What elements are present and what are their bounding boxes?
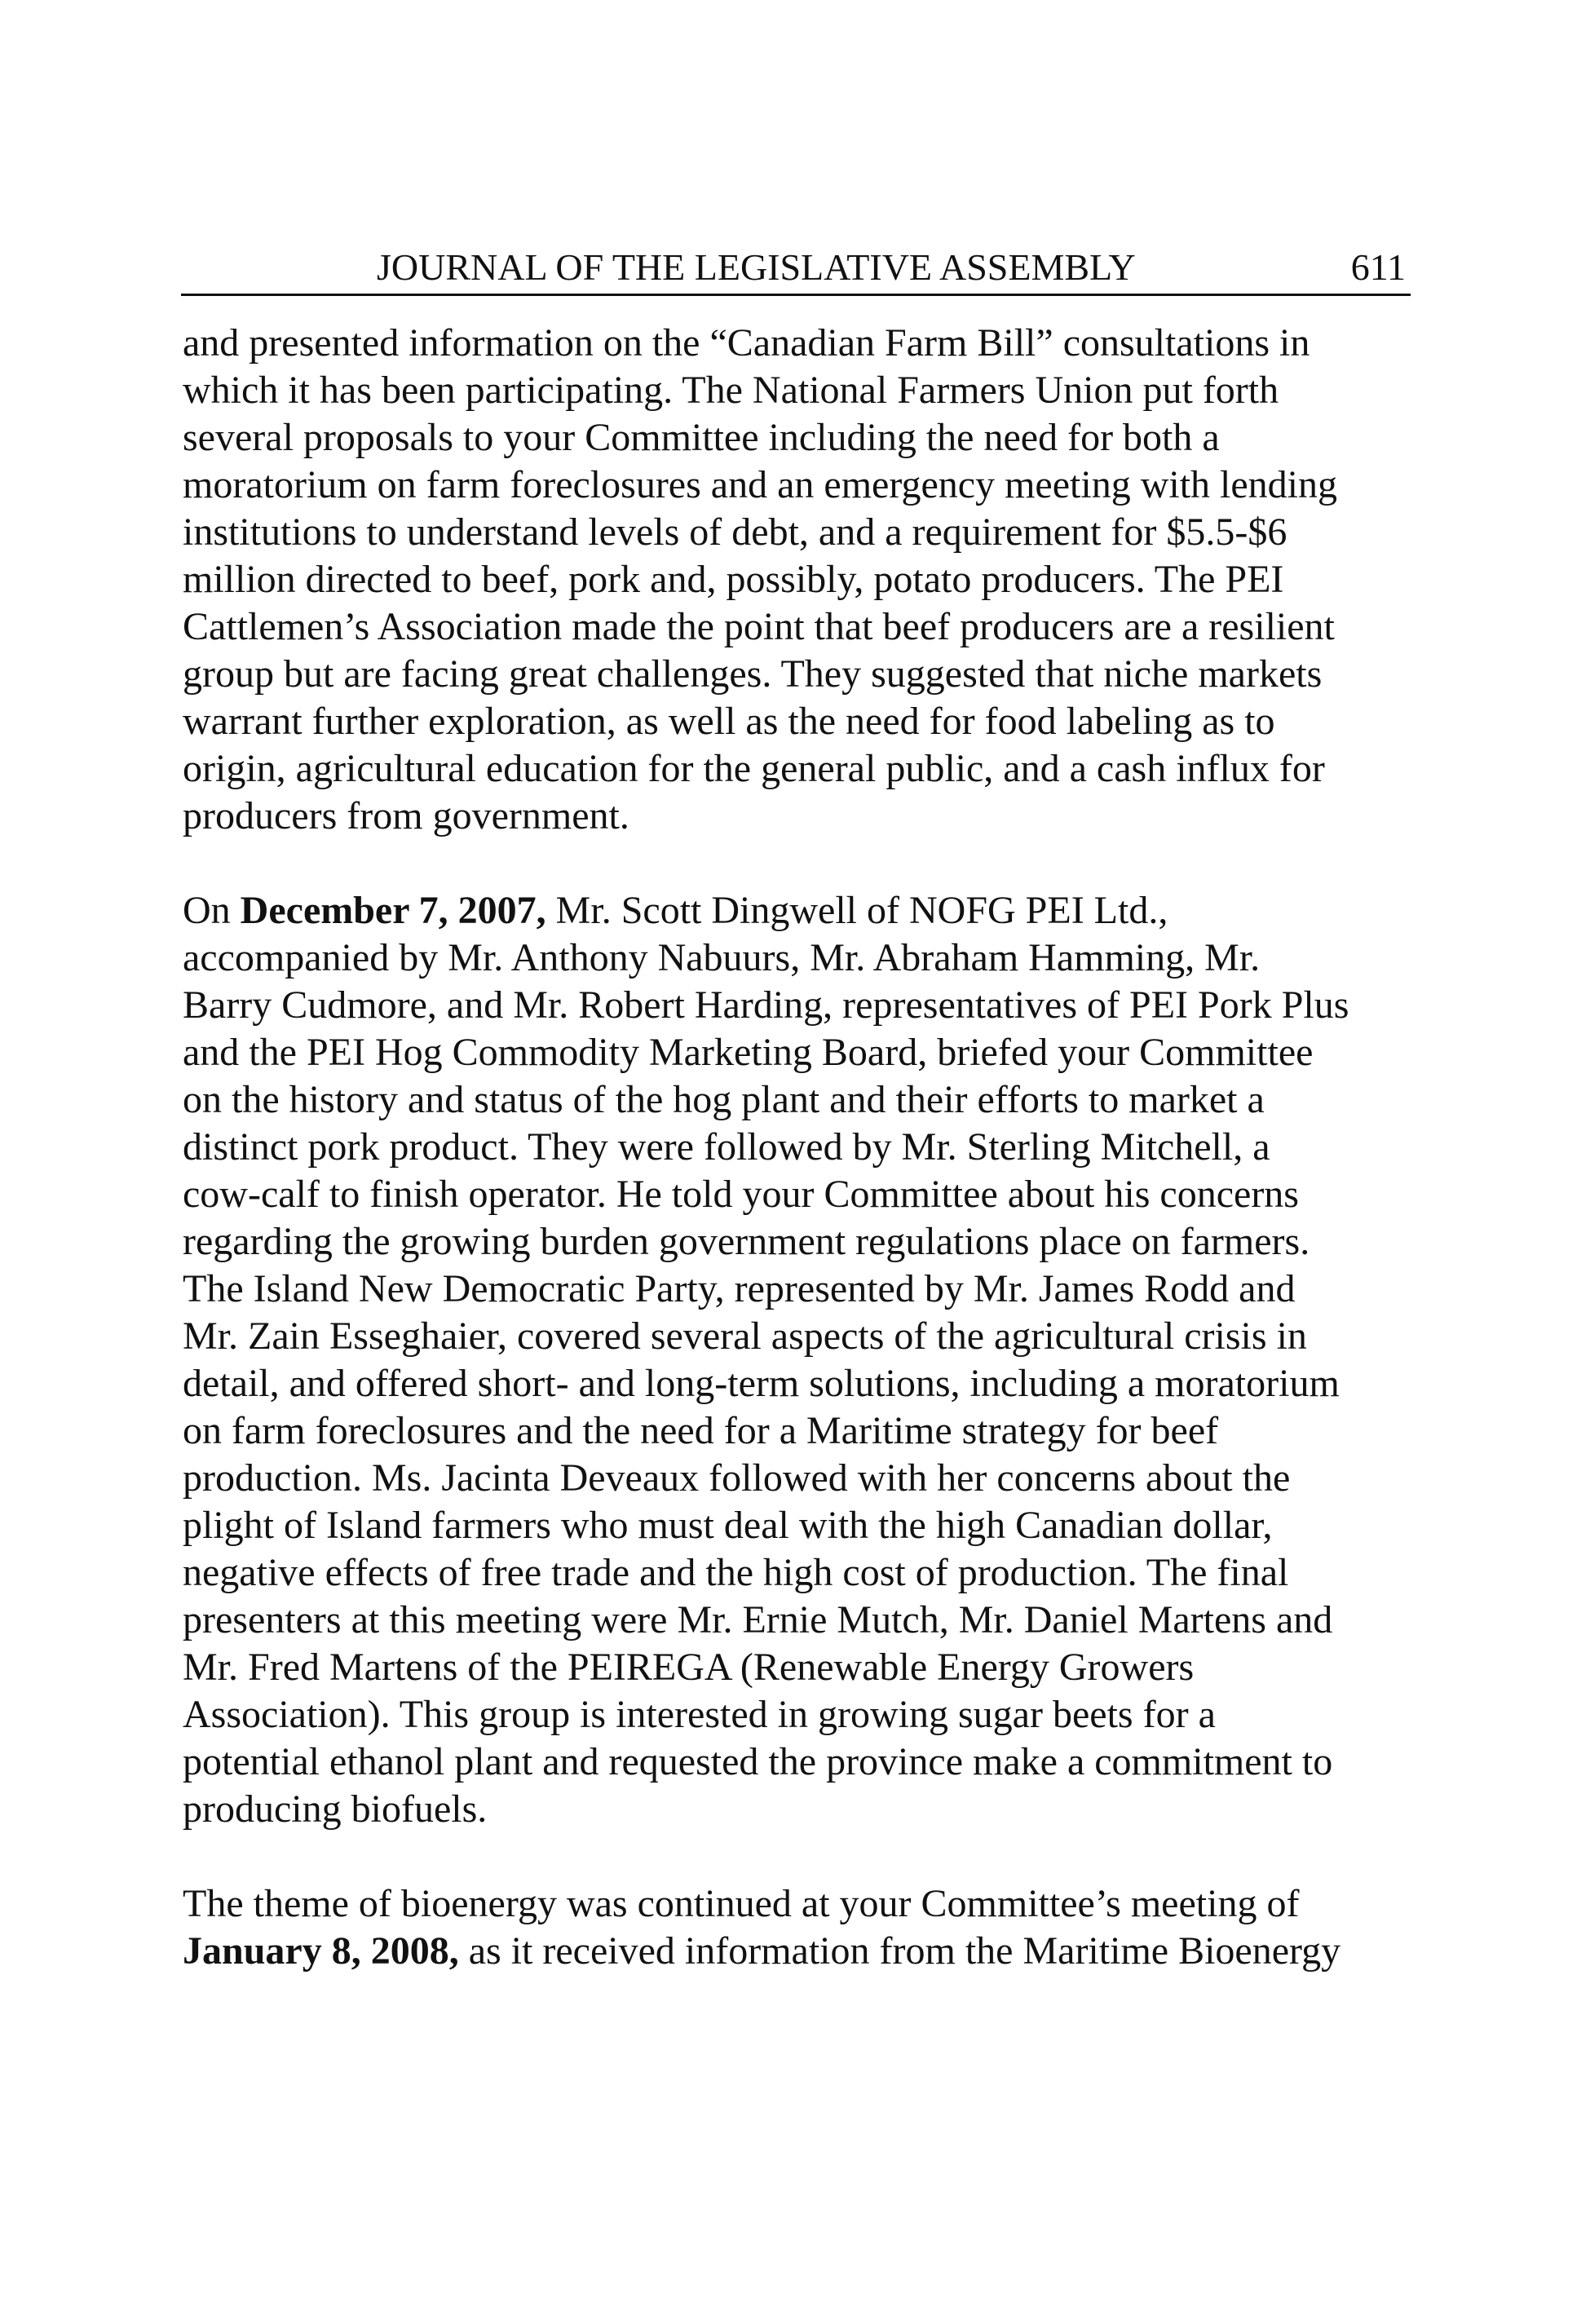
text-line: Mr. Zain Esseghaier, covered several aspects of the agricultural crisis in — [183, 1314, 1307, 1358]
paragraph-bioenergy — [183, 1880, 1412, 1975]
text-line: cow-calf to finish operator. He told your Committee about his concerns — [183, 1173, 1299, 1216]
text-line: potential ethanol plant and requested the province make a commitment to — [183, 1740, 1333, 1783]
text-line: producers from government. — [183, 794, 629, 837]
text-line: distinct pork product. They were followed by Mr. Sterling Mitchell, a — [183, 1125, 1270, 1169]
page-header — [181, 241, 1411, 296]
text-line: million directed to beef, pork and, possibly, potato producers. The PEI — [183, 558, 1284, 601]
text-line: institutions to understand levels of debt, and a requirement for $5.5-$6 — [183, 510, 1287, 554]
text-line: and the PEI Hog Commodity Marketing Board, briefed your Committee — [183, 1031, 1314, 1074]
text-line: Mr. Fred Martens of the PEIREGA (Renewable Energy Growers — [183, 1646, 1195, 1689]
text-line: which it has been participating. The National Farmers Union put forth — [183, 369, 1279, 412]
text-line: detail, and offered short- and long-term solutions, including a moratorium — [183, 1362, 1340, 1405]
paragraph-farm-bill — [183, 320, 1412, 840]
line-rest: as it received information from the Maritime Bioenergy — [458, 1929, 1341, 1973]
text-line: production. Ms. Jacinta Deveaux followed with her concerns about the — [183, 1456, 1291, 1500]
text-line: warrant further exploration, as well as the need for food labeling as to — [183, 700, 1275, 743]
text-line — [183, 887, 1412, 934]
text-line: negative effects of free trade and the high cost of production. The final — [183, 1551, 1289, 1594]
text-line: Barry Cudmore, and Mr. Robert Harding, representatives of PEI Pork Plus — [183, 983, 1349, 1027]
text-line: origin, agricultural education for the general public, and a cash influx for — [183, 747, 1325, 790]
text-line: regarding the growing burden government regulations place on farmers. — [183, 1220, 1310, 1263]
text-line: moratorium on farm foreclosures and an emergency meeting with lending — [183, 463, 1337, 506]
text-line: Association). This group is interested in growing sugar beets for a — [183, 1693, 1216, 1736]
meeting-date: December 7, 2007, — [240, 889, 546, 932]
text-line: The Island New Democratic Party, represented by Mr. James Rodd and — [183, 1267, 1296, 1310]
running-head: JOURNAL OF THE LEGISLATIVE ASSEMBLY — [377, 246, 1136, 288]
text-line: accompanied by Mr. Anthony Nabuurs, Mr. Abraham Hamming, Mr. — [183, 936, 1261, 979]
text-line: on farm foreclosures and the need for a Maritime strategy for beef — [183, 1409, 1219, 1452]
text-line: producing biofuels. — [183, 1787, 488, 1831]
text-line: group but are facing great challenges. They suggested that niche markets — [183, 652, 1323, 696]
text-line: The theme of bioenergy was continued at your Committee’s meeting of — [183, 1882, 1300, 1925]
meeting-date: January 8, 2008, — [183, 1929, 459, 1973]
text-line: Cattlemen’s Association made the point that beef producers are a resilient — [183, 605, 1335, 648]
text-line: presenters at this meeting were Mr. Ernie Mutch, Mr. Daniel Martens and — [183, 1598, 1333, 1641]
body-text — [183, 320, 1412, 2022]
line-rest: Mr. Scott Dingwell of NOFG PEI Ltd., — [545, 889, 1168, 932]
text-line: several proposals to your Committee including the need for both a — [183, 416, 1220, 459]
text-line: on the history and status of the hog plant and their efforts to market a — [183, 1078, 1265, 1121]
text-line: plight of Island farmers who must deal with the high Canadian dollar, — [183, 1504, 1273, 1547]
text-line: and presented information on the “Canadian Farm Bill” consultations in — [183, 321, 1310, 365]
text-line — [183, 1928, 1412, 1975]
paragraph-december-7 — [183, 887, 1412, 1833]
page-number: 611 — [1350, 246, 1406, 288]
line-prefix: On — [183, 889, 241, 932]
